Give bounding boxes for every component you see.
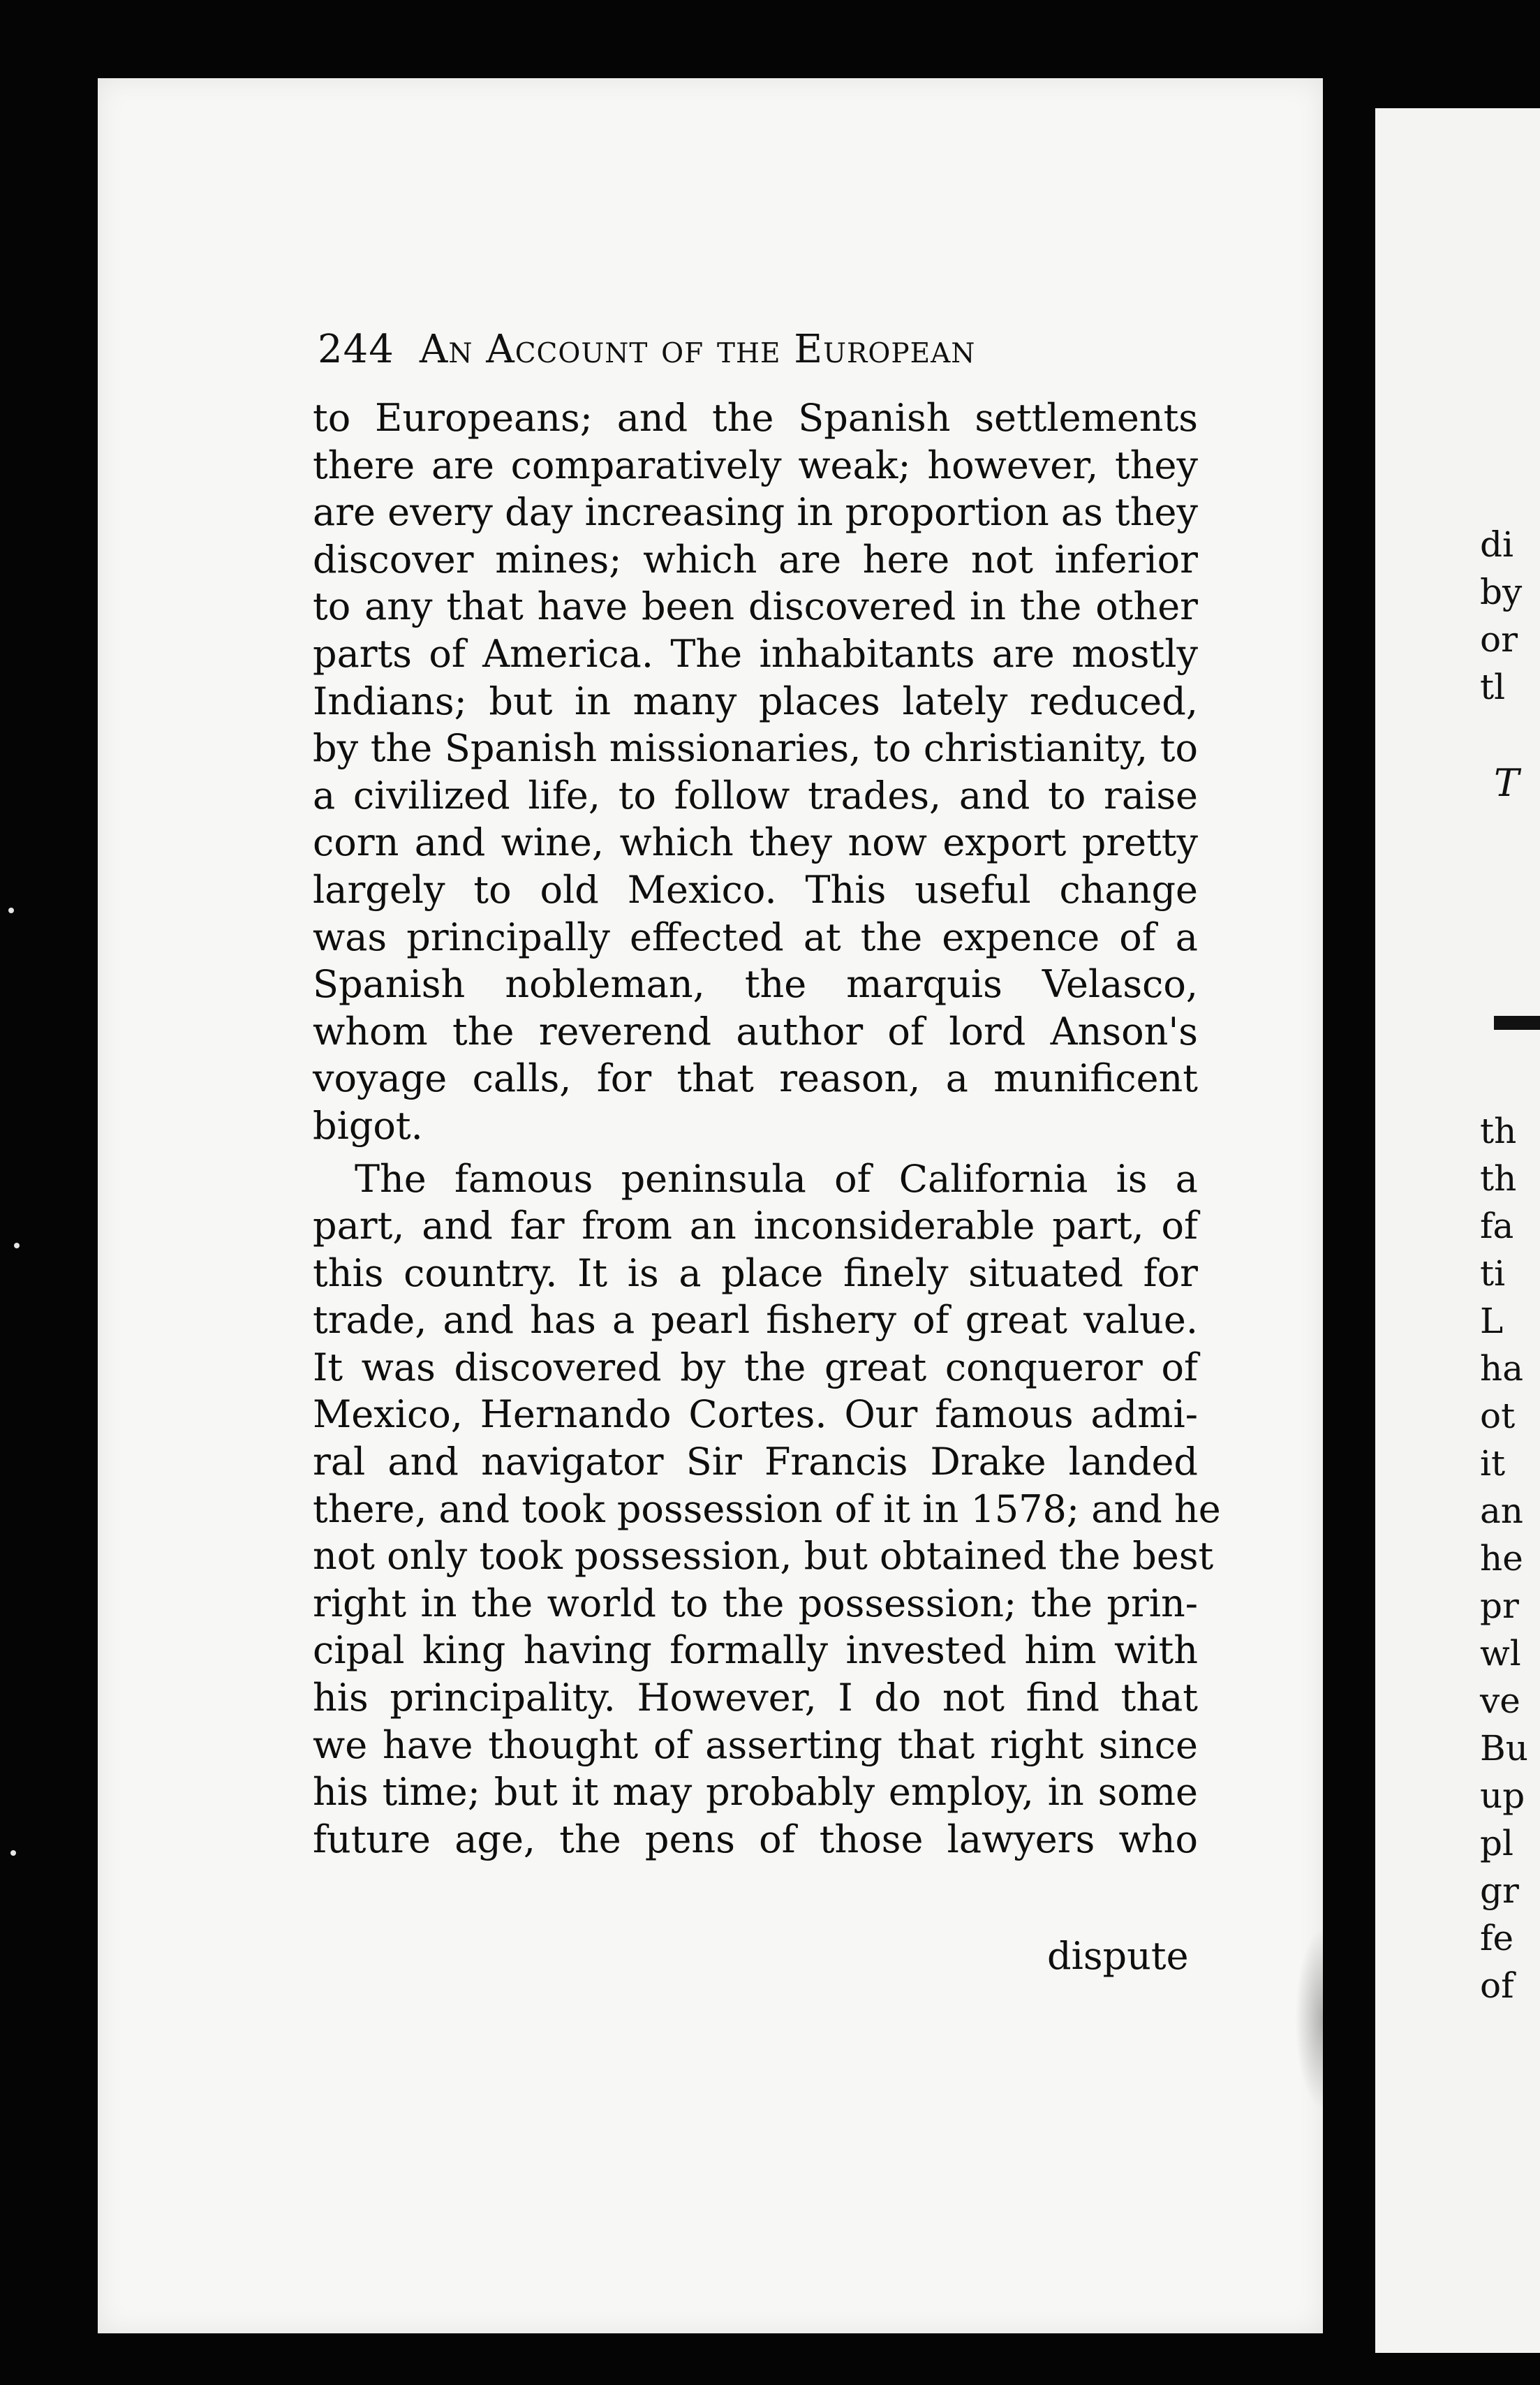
text-line: this country. It is a place finely situated for — [313, 1250, 1198, 1295]
text-line: ral and navigator Sir Francis Drake landed — [313, 1440, 1198, 1484]
facing-fragment: up — [1480, 1775, 1525, 1816]
text-line: discover mines; which are here not inferior — [313, 537, 1198, 582]
facing-title-fragment: T — [1494, 761, 1520, 805]
facing-fragment: ti — [1480, 1253, 1506, 1294]
facing-fragment: or — [1480, 619, 1518, 660]
facing-fragment: Bu — [1480, 1728, 1528, 1769]
text-line: Indians; but in many places lately reduced, — [313, 679, 1198, 723]
running-head-title: An Account of the European — [419, 327, 976, 372]
facing-fragment: pl — [1480, 1823, 1513, 1863]
text-line: to Europeans; and the Spanish settlements — [313, 396, 1198, 440]
catchword: dispute — [1047, 1934, 1189, 1978]
facing-fragment: it — [1480, 1443, 1506, 1484]
text-line: right in the world to the possession; the prin- — [313, 1581, 1198, 1625]
page-number: 244 — [318, 327, 394, 372]
facing-fragment: ve — [1480, 1681, 1520, 1721]
facing-fragment: th — [1480, 1158, 1517, 1199]
text-line: a civilized life, to follow trades, and to raise — [313, 773, 1198, 818]
text-line: It was discovered by the great conqueror of — [313, 1345, 1198, 1389]
text-line: we have thought of asserting that right since — [313, 1722, 1198, 1767]
facing-page — [1375, 108, 1540, 2353]
facing-fragment: pr — [1480, 1586, 1519, 1626]
facing-fragment: of — [1480, 1965, 1514, 2006]
text-line: future age, the pens of those lawyers who — [313, 1817, 1198, 1861]
page-stain — [1295, 1928, 1323, 2110]
text-line: Mexico, Hernando Cortes. Our famous admi- — [313, 1392, 1198, 1437]
text-line: was principally effected at the expence of a — [313, 915, 1198, 959]
facing-fragment: he — [1480, 1538, 1523, 1579]
text-line: are every day increasing in proportion as they — [313, 490, 1198, 535]
facing-fragment: by — [1480, 572, 1523, 612]
running-head — [318, 327, 1148, 372]
scan-speck — [8, 908, 14, 913]
paragraph-start-line: The famous peninsula of California is a — [355, 1156, 1198, 1201]
text-line: parts of America. The inhabitants are mostly — [313, 631, 1198, 676]
facing-fragment: ot — [1480, 1396, 1516, 1436]
text-line: part, and far from an inconsiderable part, of — [313, 1204, 1198, 1248]
facing-fragment: fa — [1480, 1206, 1514, 1246]
text-line: not only took possession, but obtained the best — [313, 1534, 1214, 1579]
facing-fragment: di — [1480, 524, 1513, 565]
facing-initial-mark — [1494, 1016, 1540, 1030]
facing-fragment: gr — [1480, 1870, 1519, 1911]
paragraph-end-line: bigot. — [313, 1103, 423, 1148]
text-line: Spanish nobleman, the marquis Velasco, — [313, 962, 1198, 1007]
text-line: his principality. However, I do not find that — [313, 1676, 1198, 1720]
text-line: there are comparatively weak; however, they — [313, 443, 1198, 487]
facing-fragment: th — [1480, 1111, 1517, 1151]
text-line: trade, and has a pearl fishery of great value. — [313, 1298, 1198, 1343]
facing-fragment: ha — [1480, 1348, 1524, 1389]
text-line: largely to old Mexico. This useful change — [313, 867, 1198, 912]
facing-fragment: tl — [1480, 667, 1506, 707]
page-body-text — [313, 394, 1221, 1863]
facing-fragment: an — [1480, 1491, 1524, 1531]
text-line: by the Spanish missionaries, to christianity, to — [313, 726, 1198, 771]
facing-fragment: fe — [1480, 1918, 1514, 1958]
text-line: cipal king having formally invested him with — [313, 1628, 1198, 1673]
text-line: there, and took possession of it in 1578; and he — [313, 1486, 1221, 1531]
scan-speck — [10, 1850, 16, 1856]
text-line: to any that have been discovered in the other — [313, 584, 1198, 629]
facing-fragment: L — [1480, 1301, 1504, 1341]
text-line: whom the reverend author of lord Anson's — [313, 1009, 1198, 1054]
text-line: his time; but it may probably employ, in some — [313, 1770, 1198, 1815]
text-line: corn and wine, which they now export pretty — [313, 820, 1198, 865]
facing-fragment: wl — [1480, 1633, 1521, 1674]
text-line: voyage calls, for that reason, a munificent — [313, 1056, 1198, 1101]
scan-speck — [14, 1243, 20, 1248]
